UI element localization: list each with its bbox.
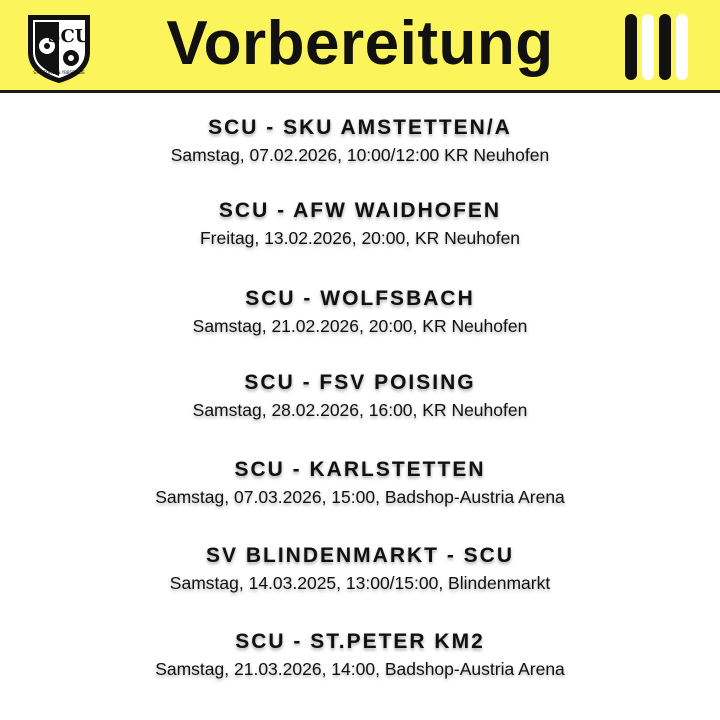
game-item bbox=[0, 629, 720, 680]
stripe-icon bbox=[676, 14, 688, 80]
game-matchup: SCU - KARLSTETTEN bbox=[234, 458, 486, 481]
game-matchup: SV BLINDENMARKT - SCU bbox=[206, 544, 514, 567]
stripe-icon bbox=[625, 14, 637, 80]
game-item bbox=[0, 543, 720, 594]
game-item bbox=[0, 115, 720, 166]
game-matchup: SCU - AFW WAIDHOFEN bbox=[218, 199, 502, 222]
crest-subtext: ST. GEORGEN YBBSFELDE bbox=[33, 70, 85, 75]
game-details: Samstag, 21.03.2026, 14:00, Badshop-Austria Arena bbox=[155, 659, 565, 679]
stripe-icon bbox=[642, 14, 654, 80]
game-matchup: SCU - WOLFSBACH bbox=[245, 287, 475, 310]
stripe-icon bbox=[659, 14, 671, 80]
game-details: Freitag, 13.02.2026, 20:00, KR Neuhofen bbox=[199, 228, 521, 248]
game-matchup: SCU - SKU AMSTETTEN/A bbox=[208, 116, 512, 139]
game-item bbox=[0, 198, 720, 249]
game-item bbox=[0, 370, 720, 421]
crest-monogram: SCU bbox=[47, 26, 91, 47]
game-details: Samstag, 21.02.2026, 20:00, KR Neuhofen bbox=[192, 316, 528, 336]
page-title: Vorbereitung bbox=[166, 9, 554, 78]
game-details: Samstag, 28.02.2026, 16:00, KR Neuhofen bbox=[192, 400, 528, 420]
game-matchup: SCU - FSV POISING bbox=[244, 371, 476, 394]
game-item bbox=[0, 457, 720, 508]
game-item bbox=[0, 286, 720, 337]
header-bar bbox=[0, 0, 720, 93]
game-details: Samstag, 07.02.2026, 10:00/12:00 KR Neuhofen bbox=[170, 145, 550, 165]
game-matchup: SCU - ST.PETER KM2 bbox=[235, 630, 485, 653]
stripe-decoration bbox=[625, 14, 688, 80]
game-details: Samstag, 14.03.2025, 13:00/15:00, Blindenmarkt bbox=[169, 573, 551, 593]
game-details: Samstag, 07.03.2026, 15:00, Badshop-Austria Arena bbox=[155, 487, 565, 507]
